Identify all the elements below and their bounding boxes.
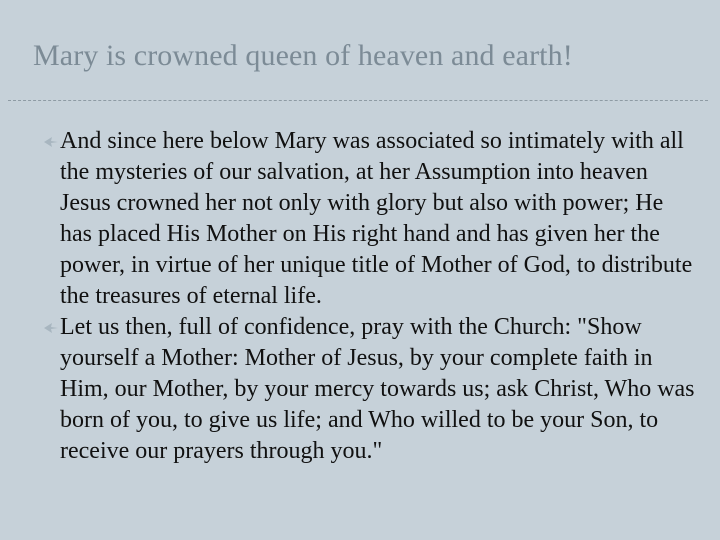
arrow-bullet-icon (43, 135, 59, 149)
title-divider (8, 100, 708, 101)
bullet-item (36, 126, 696, 312)
bullet-text: Let us then, full of confidence, pray with the Church: "Show yourself a Mother: Mother of Jesus, by your complete faith in Him, our Mother, by your mercy towards us; ask Christ, Who was born of you, to give us life; and Who willed to be your Son, to receive our prayers through you." (60, 314, 695, 464)
bullet-list (36, 126, 696, 467)
arrow-bullet-icon (43, 321, 59, 335)
bullet-text: And since here below Mary was associated so intimately with all the mysteries of our salvation, at her Assumption into heaven Jesus crowned her not only with glory but also with power; He has placed His Mother on His right hand and has given her the power, in virtue of her unique title of Mother of God, to distribute the treasures of eternal life. (60, 128, 693, 309)
bullet-item (36, 312, 696, 467)
slide-title: Mary is crowned queen of heaven and earth! (33, 39, 573, 72)
